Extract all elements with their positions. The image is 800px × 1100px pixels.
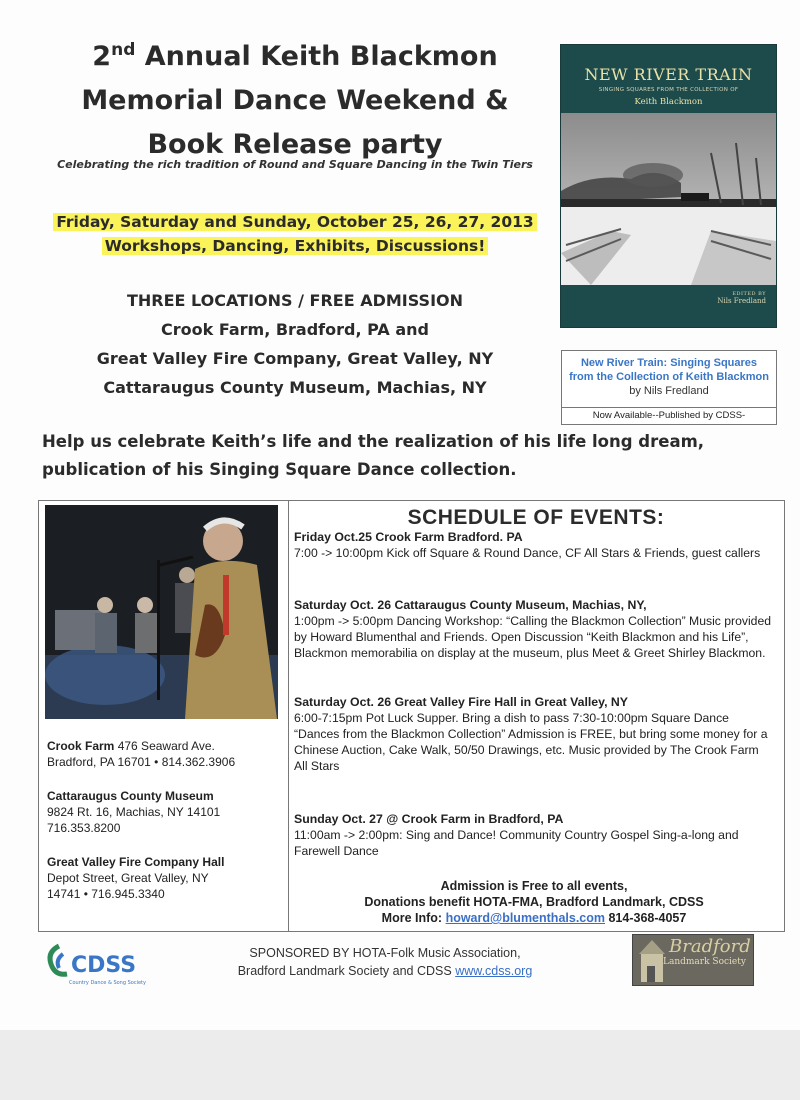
activities-line: Workshops, Dancing, Exhibits, Discussions!: [102, 237, 489, 255]
event-item-saturday-museum: Saturday Oct. 26 Cattaraugus County Museum, Machias, NY, 1:00pm -> 5:00pm Dancing Workshop: “Calling the Blackmon Collection” Music provided by Howard Blumenthal and Friends. Open Discussion “Keith Blackmon and his Life”, Blackmon memorabilia on display at the museum, plus Meet & Greet Shirley Blackmon.: [294, 598, 772, 660]
contact-crook-farm: Crook Farm 476 Seaward Ave. Bradford, PA 16701 • 814.362.3906: [47, 739, 236, 769]
location-item: Cattaraugus County Museum, Machias, NY: [103, 378, 487, 397]
book-subtitle: SINGING SQUARES FROM THE COLLECTION OF: [598, 87, 739, 93]
cdss-logo: [45, 938, 150, 990]
book-editor: EDITED BY Nils Fredland: [717, 291, 766, 305]
train-photo: [561, 113, 776, 285]
schedule-divider: [288, 500, 289, 931]
cdss-logo-text: CDSS: [71, 953, 137, 978]
location-item: Great Valley Fire Company, Great Valley, NY: [96, 349, 494, 368]
location-item: Crook Farm, Bradford, PA and: [161, 320, 429, 339]
locations-heading: THREE LOCATIONS / FREE ADMISSION: [126, 291, 464, 310]
book-author: Keith Blackmon: [634, 97, 703, 107]
book-title: NEW RIVER TRAIN: [584, 65, 753, 84]
book-caption-byline: by Nils Fredland: [629, 385, 709, 397]
email-link[interactable]: howard@blumenthals.com: [445, 911, 605, 925]
event-dates: [40, 210, 550, 258]
bradford-logo-text: Bradford: [669, 936, 751, 957]
book-cover: [560, 44, 777, 328]
title-line-2: Memorial Dance Weekend &: [81, 85, 509, 116]
cdss-website-link[interactable]: www.cdss.org: [455, 964, 533, 978]
help-message: Help us celebrate Keith’s life and the realization of his life long dream, publication of his Singing Square Dance collection.: [42, 432, 705, 479]
title-line-1: 2nd Annual Keith Blackmon: [92, 40, 498, 72]
band-photo: [45, 505, 278, 719]
book-caption: [561, 350, 777, 425]
page-bottom-margin: [0, 1030, 800, 1100]
contact-cattaraugus-museum: Cattaraugus County Museum 9824 Rt. 16, Machias, NY 14101 716.353.8200: [47, 789, 221, 835]
event-item-sunday: Sunday Oct. 27 @ Crook Farm in Bradford, PA 11:00am -> 2:00pm: Sing and Dance! Community Country Gospel Sing-a-long and Farewell Dance: [294, 812, 739, 858]
bradford-landmark-logo: [632, 934, 754, 986]
title-line-3: Book Release party: [147, 129, 443, 160]
cdss-logo-tagline: Country Dance & Song Society: [69, 980, 146, 986]
event-subtitle: Celebrating the rich tradition of Round and Square Dancing in the Twin Tiers: [57, 158, 533, 171]
event-item-saturday-fire-hall: Saturday Oct. 26 Great Valley Fire Hall in Great Valley, NY 6:00-7:15pm Pot Luck Supper. Bring a dish to pass 7:30-10:00pm Square Dance “Dances from the Blackmon Collection” Admission is FREE, but bring some money for a Chinese Auction, Cake Walk, 50/50 Drawings, etc. Music provided by The Crook Farm All Stars: [294, 695, 768, 773]
dates-line: Friday, Saturday and Sunday, October 25, 26, 27, 2013: [53, 213, 536, 231]
sponsor-text: SPONSORED BY HOTA-Folk Music Association, Bradford Landmark Society and CDSS www.cdss.org: [237, 946, 533, 978]
locations-block: [40, 286, 550, 402]
event-title: [40, 28, 550, 167]
landmark-society-text: Landmark Society: [663, 957, 746, 967]
contact-great-valley-fire: Great Valley Fire Company Hall Depot Street, Great Valley, NY 14741 • 716.945.3340: [47, 855, 225, 901]
event-item-friday: Friday Oct.25 Crook Farm Bradford. PA 7:00 -> 10:00pm Kick off Square & Round Dance, CF All Stars & Friends, guest callers: [294, 530, 761, 560]
book-availability: Now Available--Published by CDSS-: [562, 407, 776, 424]
admission-info: Admission is Free to all events, Donations benefit HOTA-FMA, Bradford Landmark, CDSS More Info: howard@blumenthals.com 814-368-4057: [364, 879, 704, 925]
book-caption-title: New River Train: Singing Squares from the Collection of Keith Blackmon: [569, 357, 769, 383]
schedule-title: SCHEDULE OF EVENTS:: [407, 506, 665, 529]
